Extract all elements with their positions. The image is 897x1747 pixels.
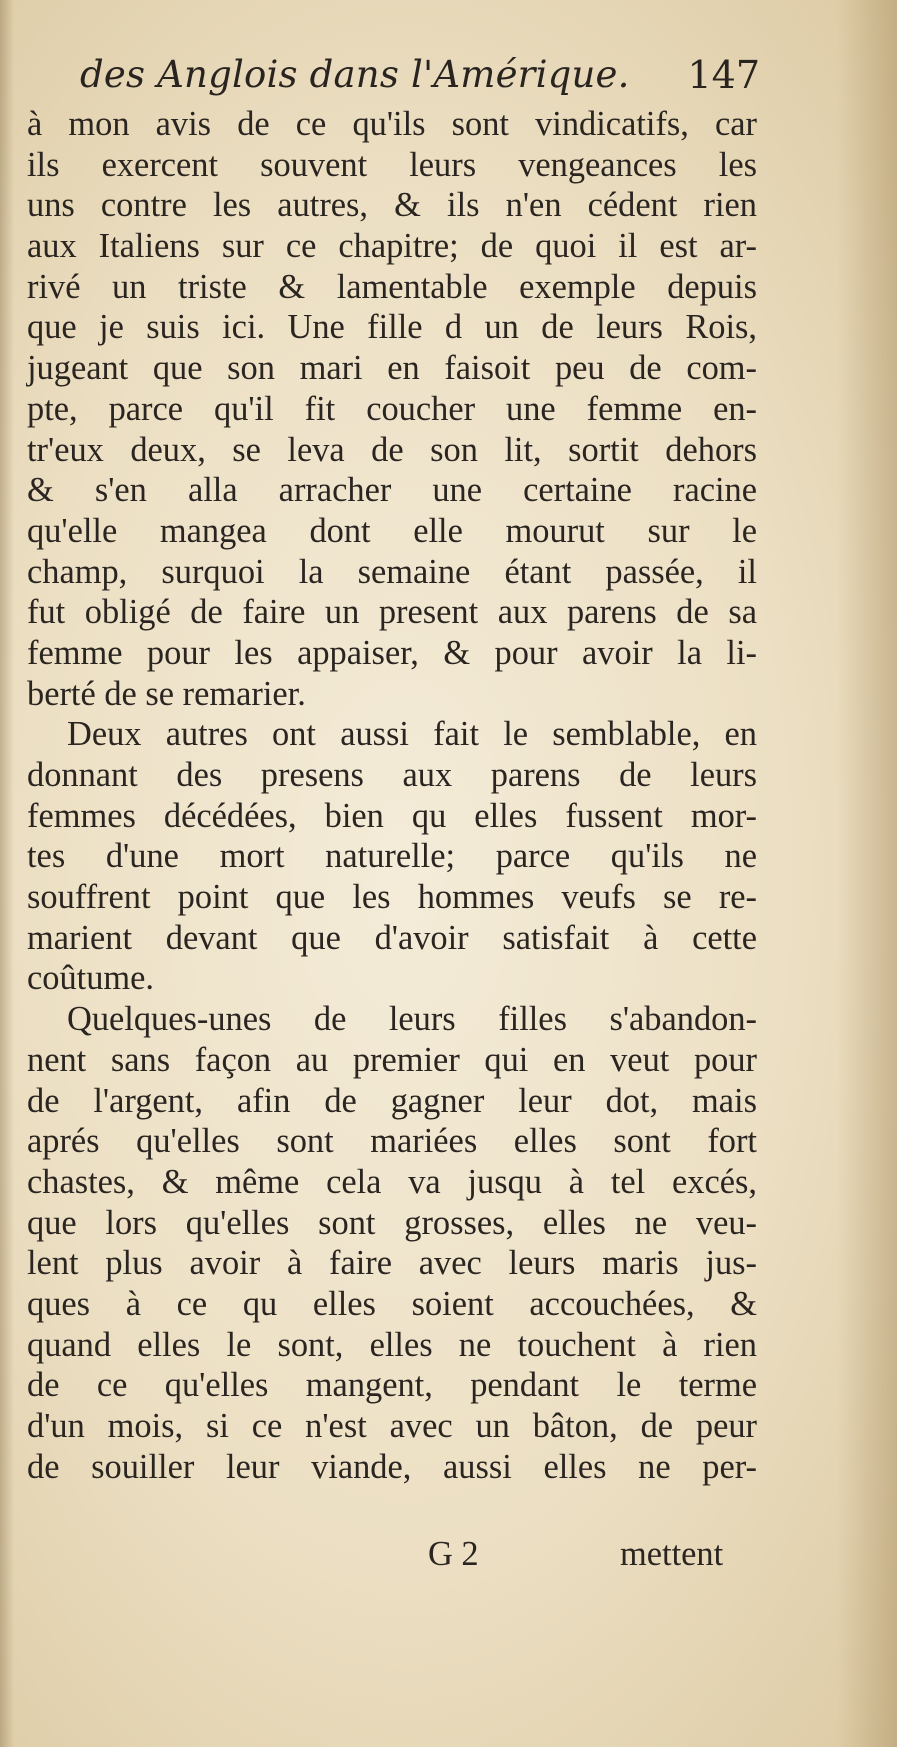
text-line: souffrent point que les hommes veufs se re- <box>27 878 757 917</box>
text-line: uns contre les autres, & ils n'en cédent rien <box>27 186 757 225</box>
text-line: ils exercent souvent leurs vengeances les <box>27 145 757 184</box>
text-line: qu'elle mangea dont elle mourut sur le <box>27 511 757 550</box>
text-line: coûtume. <box>27 959 155 998</box>
text-line: aux Italiens sur ce chapitre; de quoi il est ar- <box>27 227 757 266</box>
text-line: tr'eux deux, se leva de son lit, sortit dehors <box>27 430 757 469</box>
signature-mark: G 2 <box>428 1535 479 1573</box>
text-line: que lors qu'elles sont grosses, elles ne veu- <box>27 1203 757 1242</box>
text-line: ques à ce qu elles soient accouchées, & <box>27 1284 757 1323</box>
text-line: Quelques-unes de leurs filles s'abandon- <box>67 1000 757 1039</box>
text-line: aprés qu'elles sont mariées elles sont fort <box>27 1122 757 1161</box>
page-header <box>70 52 760 98</box>
page-footer <box>0 1532 897 1576</box>
text-line: & s'en alla arracher une certaine racine <box>27 471 757 510</box>
text-line: à mon avis de ce qu'ils sont vindicatifs, car <box>27 105 757 143</box>
text-line: jugeant que son mari en faisoit peu de com- <box>27 349 757 388</box>
text-line: lent plus avoir à faire avec leurs maris jus- <box>27 1244 757 1283</box>
page-number: 147 <box>687 53 760 97</box>
text-line: femme pour les appaiser, & pour avoir la li- <box>27 633 757 672</box>
text-line: nent sans façon au premier qui en veut pour <box>27 1040 757 1079</box>
text-line: d'un mois, si ce n'est avec un bâton, de peur <box>27 1407 757 1445</box>
catchword: mettent <box>620 1535 724 1573</box>
running-title: des Anglois dans l'Amérique. <box>80 53 630 96</box>
page-edge-shading <box>837 0 897 1747</box>
text-line: donnant des presens aux parens de leurs <box>27 756 757 794</box>
text-line: de l'argent, afin de gagner leur dot, mais <box>27 1081 757 1120</box>
text-line: quand elles le sont, elles ne touchent à rien <box>27 1325 757 1364</box>
gutter-shadow <box>0 0 14 1747</box>
text-line: tes d'une mort naturelle; parce qu'ils ne <box>27 837 757 876</box>
text-line: de souiller leur viande, aussi elles ne per- <box>27 1447 757 1486</box>
text-line: fut obligé de faire un present aux parens de sa <box>27 593 757 632</box>
text-line: que je suis ici. Une fille d un de leurs Rois, <box>27 308 757 347</box>
text-line: de ce qu'elles mangent, pendant le terme <box>27 1366 757 1405</box>
text-line: Deux autres ont aussi fait le semblable, en <box>67 715 757 754</box>
text-line: champ, surquoi la semaine étant passée, il <box>27 552 757 591</box>
text-line: marient devant que d'avoir satisfait à cette <box>27 918 757 957</box>
text-line: rivé un triste & lamentable exemple depuis <box>27 267 757 306</box>
text-line: femmes décédées, bien qu elles fussent mor- <box>27 796 757 835</box>
text-line: chastes, & même cela va jusqu à tel excés, <box>27 1162 757 1201</box>
text-line: pte, parce qu'il fit coucher une femme en- <box>27 389 757 428</box>
text-line: berté de se remarier. <box>27 674 306 713</box>
body-text <box>27 104 757 1487</box>
